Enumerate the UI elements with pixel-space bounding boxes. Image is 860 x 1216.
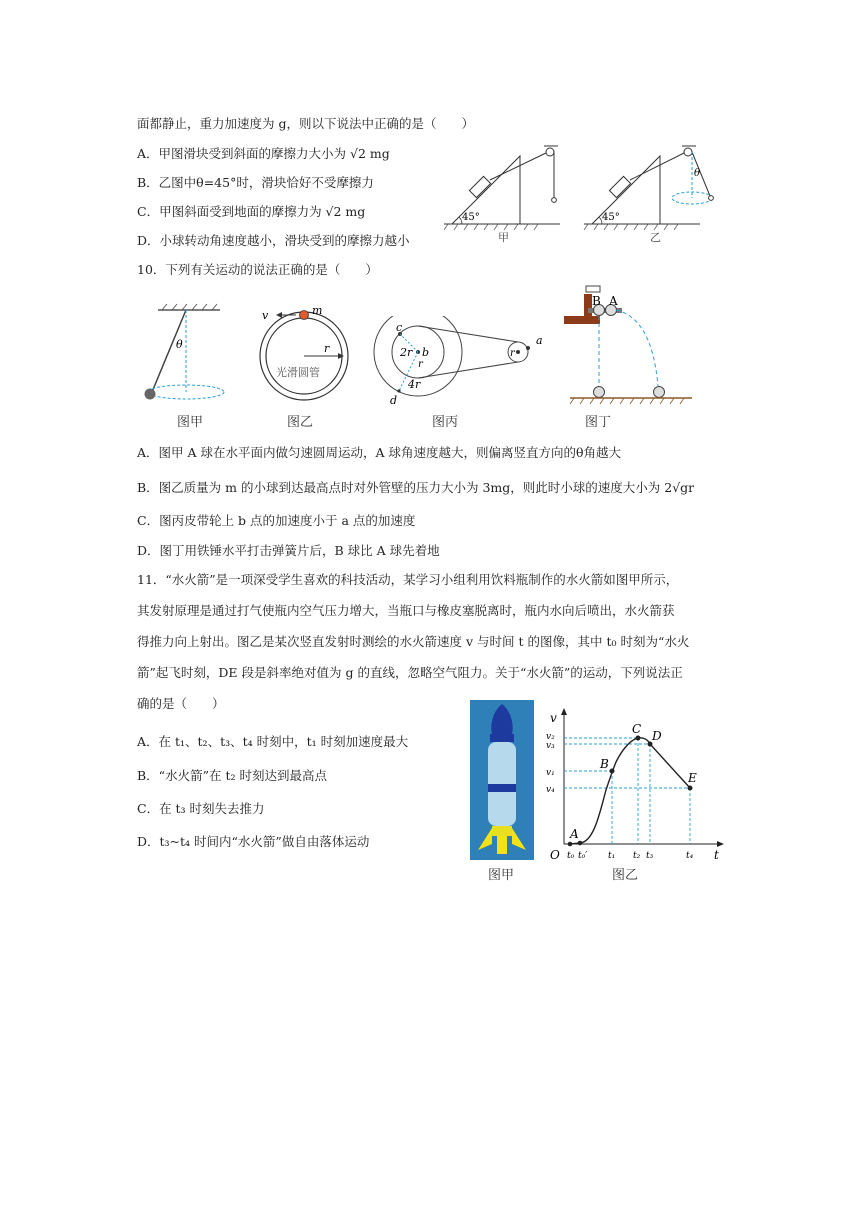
q11-ytick-v3: v₃ — [546, 741, 555, 751]
q10-caption-jia: 图甲 — [177, 415, 204, 430]
q10-jia-theta: θ — [176, 338, 183, 351]
q11-stem-line-4: 箭”起飞时刻，DE 段是斜率绝对值为 g 的直线，忽略空气阻力。关于“水火箭”的运动，下列说法正 — [137, 665, 683, 680]
q11-rocket-photo — [470, 700, 534, 860]
q11-vt-graph — [540, 702, 730, 862]
q10-caption-ding: 图丁 — [585, 415, 612, 430]
q10-figure-ding — [560, 280, 710, 408]
q11-stem-line-1: 11．“水火箭”是一项深受学生喜欢的科技活动，某学习小组利用饮料瓶制作的水火箭如图甲所示， — [137, 572, 679, 587]
q11-axis-t: t — [714, 848, 719, 862]
q10-yi-m: m — [312, 304, 323, 317]
q11-xtick-t0: t₀ — [567, 851, 575, 861]
q11-point-B: B — [600, 757, 609, 771]
q10-option-a[interactable]: A．图甲 A 球在水平面内做匀速圆周运动，A 球角速度越大，则偏离竖直方向的θ角越大 — [137, 445, 622, 460]
q11-point-A: A — [570, 827, 579, 841]
q11-ytick-v2: v₂ — [546, 732, 555, 742]
q9-yi-angle: 45° — [602, 212, 620, 223]
q11-point-E: E — [688, 771, 697, 785]
q11-xtick-t4: t₄ — [686, 851, 694, 861]
q10-stem: 10．下列有关运动的说法正确的是（ ） — [137, 262, 378, 277]
q11-option-a[interactable]: A．在 t₁、t₂、t₃、t₄ 时刻中，t₁ 时刻加速度最大 — [137, 734, 409, 749]
q11-xtick-t1: t₁ — [608, 851, 616, 861]
q9-yi-theta: θ — [694, 168, 701, 179]
q9-jia-angle: 45° — [462, 212, 480, 223]
q11-option-c[interactable]: C．在 t₃ 时刻失去推力 — [137, 801, 265, 816]
q11-stem-line-3: 得推力向上射出。图乙是某次竖直发射时测绘的水火箭速度 v 与时间 t 的图像，其中 t₀ 时刻为“水火 — [137, 634, 690, 649]
q10-yi-r: r — [324, 342, 330, 355]
q9-stem-tail: 面都静止，重力加速度为 g，则以下说法中正确的是（ ） — [137, 116, 474, 131]
q11-caption-jia: 图甲 — [488, 868, 515, 883]
q10-caption-bing: 图丙 — [432, 415, 459, 430]
q11-xtick-t0p: t₀′ — [578, 851, 588, 861]
q10-option-c[interactable]: C．图丙皮带轮上 b 点的加速度小于 a 点的加速度 — [137, 513, 416, 528]
q10-bing-2r: 2r — [400, 346, 413, 359]
q10-yi-tube: 光滑圆管 — [276, 366, 320, 379]
q11-stem-line-5: 确的是（ ） — [137, 696, 225, 711]
q9-option-c[interactable]: C．甲图斜面受到地面的摩擦力为 √2 mg — [137, 204, 366, 219]
q10-bing-r: r — [418, 359, 423, 370]
q10-ding-B: B — [592, 294, 601, 308]
q9-option-b[interactable]: B．乙图中θ=45°时，滑块恰好不受摩擦力 — [137, 175, 374, 190]
q9-figure-jia — [440, 142, 570, 244]
q10-bing-r-small: r — [510, 348, 515, 359]
q9-option-a[interactable]: A．甲图滑块受到斜面的摩擦力大小为 √2 mg — [137, 146, 390, 161]
q10-option-d[interactable]: D．图丁用铁锤水平打击弹簧片后，B 球比 A 球先着地 — [137, 543, 440, 558]
q11-stem-line-2: 其发射原理是通过打气使瓶内空气压力增大，当瓶口与橡皮塞脱离时，瓶内水向后喷出，水火箭获 — [137, 603, 675, 618]
q9-jia-label: 甲 — [498, 231, 509, 244]
q10-figure-jia — [140, 298, 240, 406]
q10-bing-4r: 4r — [408, 378, 421, 391]
q11-xtick-t2: t₂ — [633, 851, 641, 861]
q11-ytick-v1: v₁ — [546, 768, 555, 778]
q9-option-d[interactable]: D．小球转动角速度越小，滑块受到的摩擦力越小 — [137, 233, 410, 248]
q9-figure-yi — [580, 142, 720, 244]
q11-option-d[interactable]: D．t₃~t₄ 时间内“水火箭”做自由落体运动 — [137, 834, 370, 849]
q11-point-D: D — [652, 729, 662, 743]
q11-point-C: C — [632, 722, 642, 736]
q10-option-b[interactable]: B．图乙质量为 m 的小球到达最高点时对外管壁的压力大小为 3mg，则此时小球的速度大小为 2√gr — [137, 480, 695, 495]
q10-bing-a: a — [536, 334, 543, 347]
q11-option-b[interactable]: B．“水火箭”在 t₂ 时刻达到最高点 — [137, 768, 327, 783]
q9-yi-label: 乙 — [650, 231, 661, 244]
q10-bing-d: d — [390, 394, 398, 407]
q11-axis-v: v — [550, 711, 557, 725]
q10-bing-c: c — [396, 321, 403, 334]
q10-caption-yi: 图乙 — [287, 415, 314, 430]
q10-yi-v: v — [262, 309, 269, 322]
q11-ytick-v4: v₄ — [546, 785, 555, 795]
q10-figure-yi — [256, 300, 356, 404]
q11-xtick-t3: t₃ — [646, 851, 654, 861]
q10-ding-A: A — [609, 294, 618, 308]
q11-origin: O — [550, 848, 560, 862]
q11-caption-yi: 图乙 — [612, 868, 639, 883]
q10-bing-b: b — [422, 346, 430, 359]
q10-figure-bing — [370, 316, 560, 408]
